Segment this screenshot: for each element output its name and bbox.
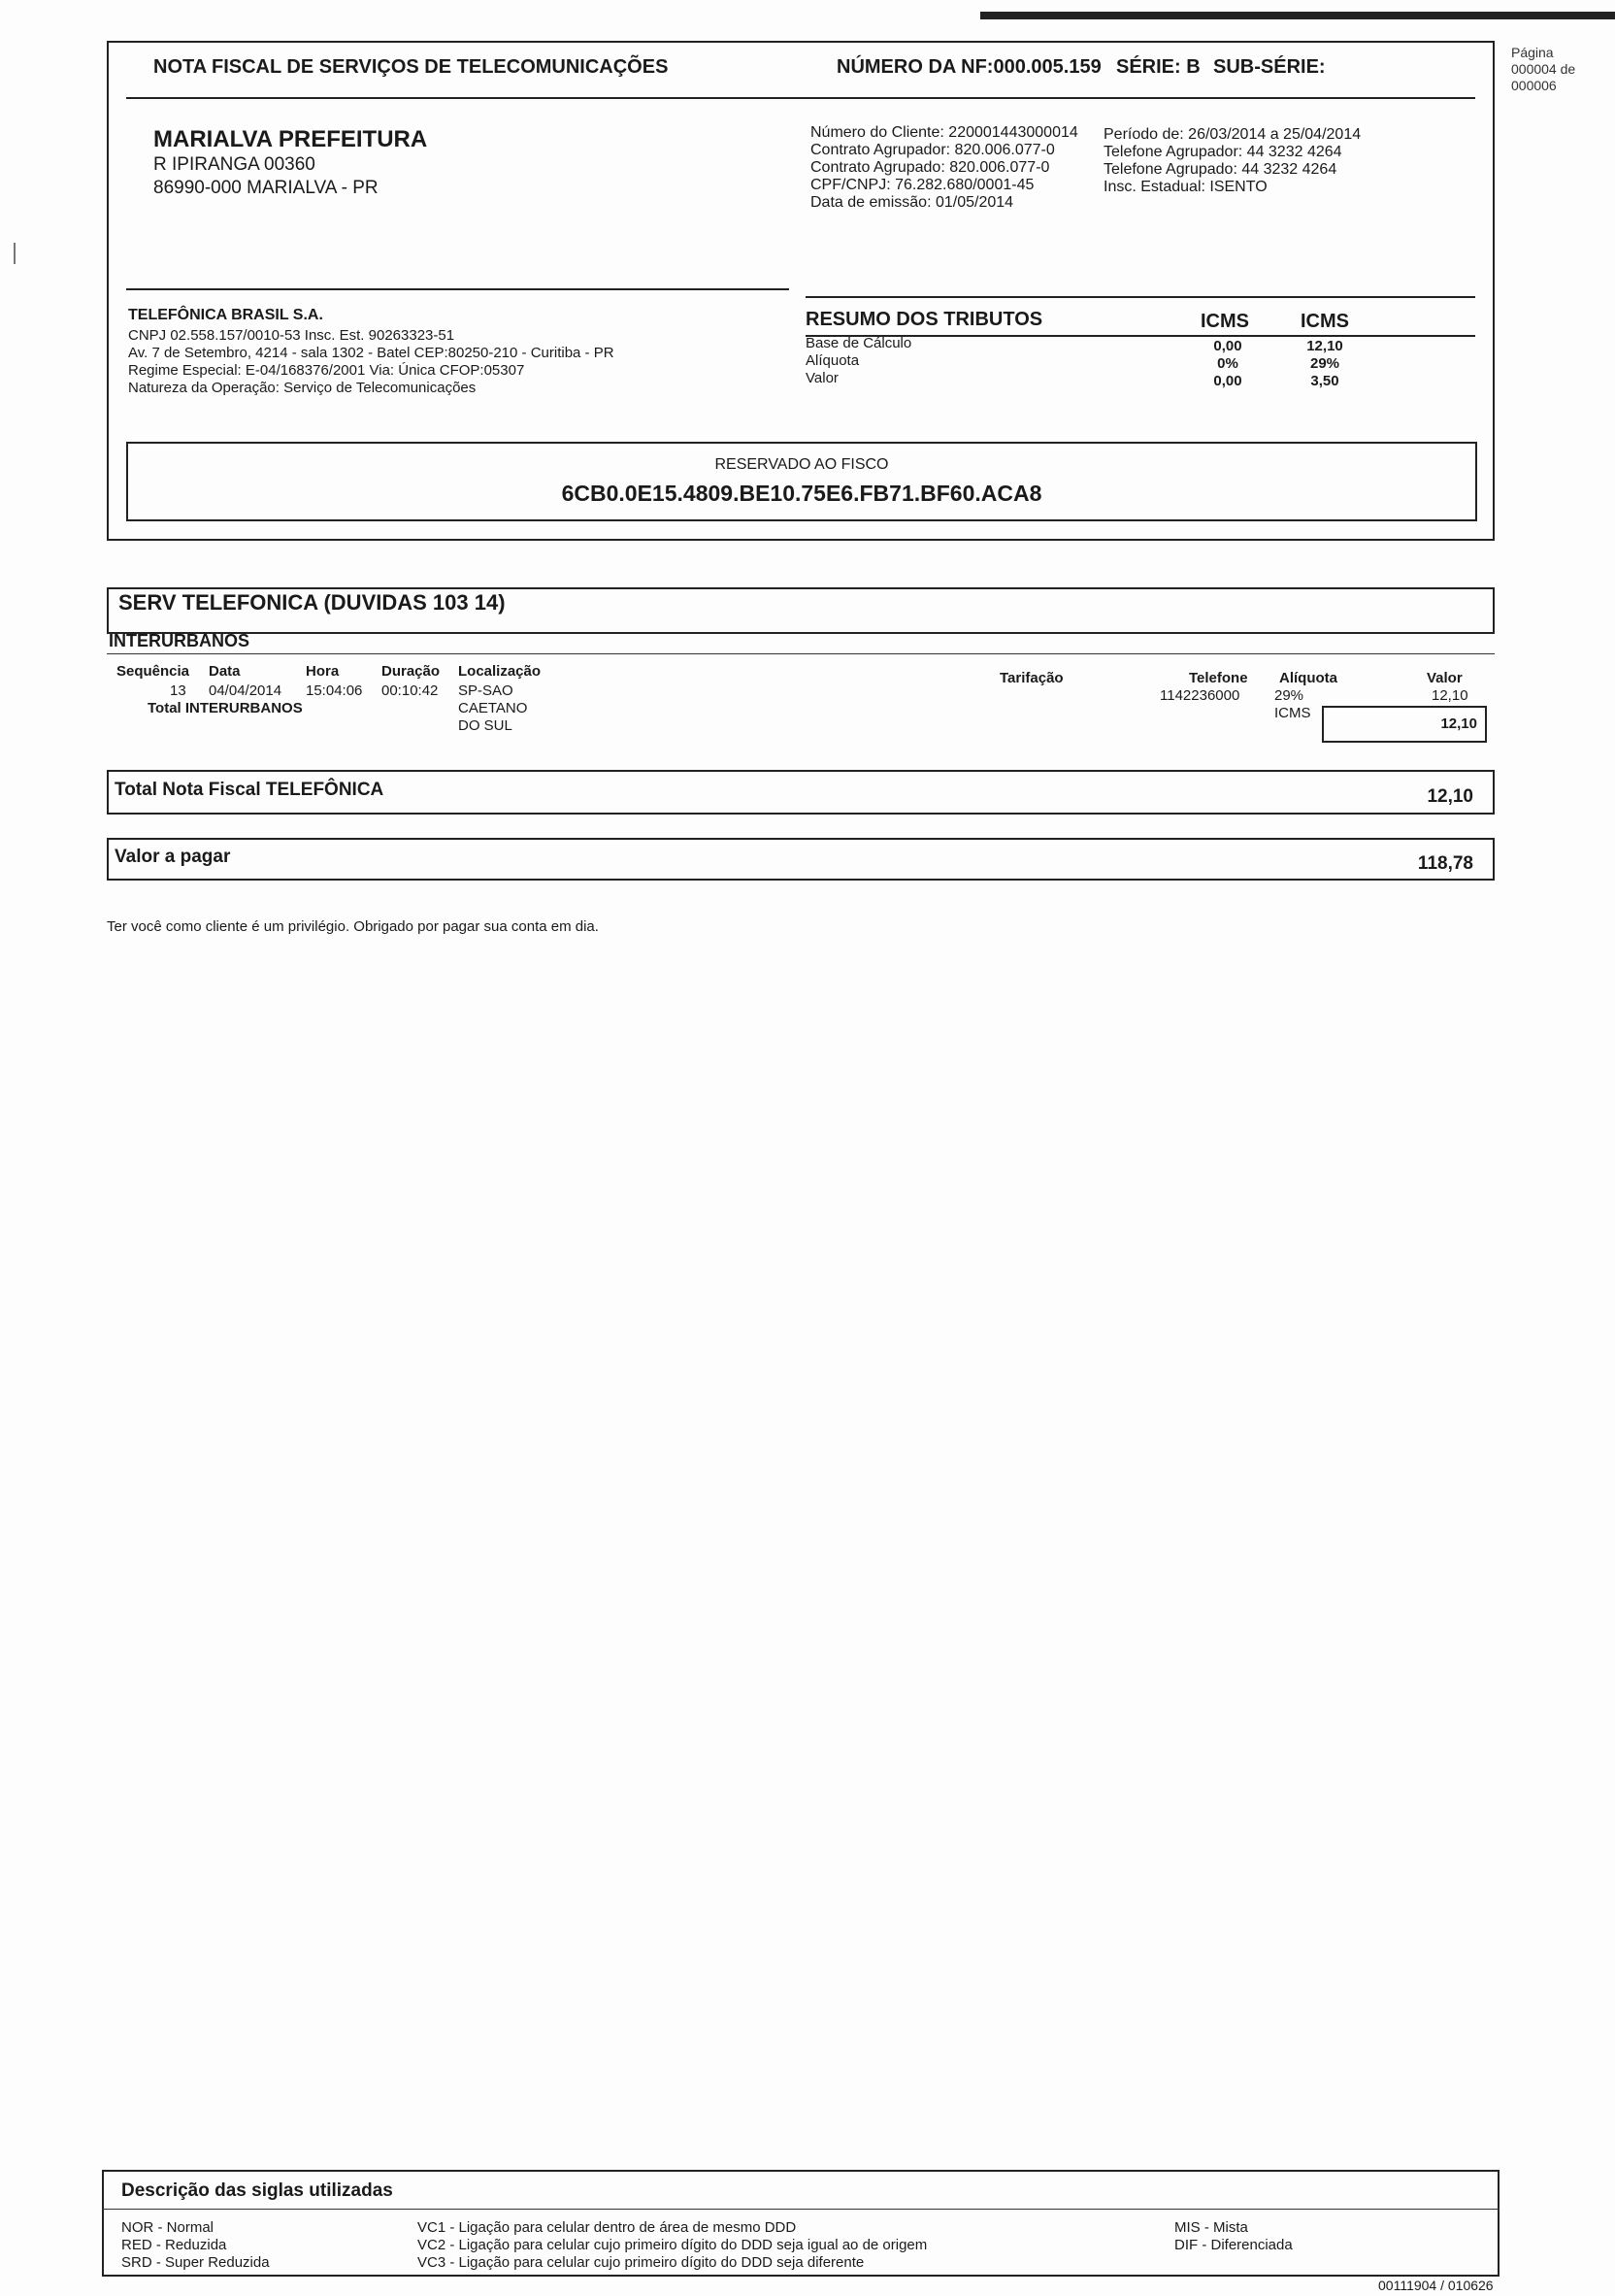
issuer-name: TELEFÔNICA BRASIL S.A. (128, 307, 323, 323)
col-tarifacao: Tarifação (1000, 670, 1064, 686)
tributos-values-2 (1291, 338, 1359, 390)
siglas-title: Descrição das siglas utilizadas (121, 2180, 393, 2201)
sub-serie: SUB-SÉRIE: (1213, 56, 1326, 78)
total-interurbanos-value: 12,10 (1440, 715, 1477, 732)
scan-top-bar (980, 12, 1615, 19)
contract-grouped: Contrato Agrupado: 820.006.077-0 (810, 159, 1050, 176)
valor-pagar-value: 118,78 (1417, 853, 1473, 874)
row-aliquota: 29% ICMS (1274, 687, 1311, 721)
emission-date: Data de emissão: 01/05/2014 (810, 194, 1014, 211)
phone-grouped: Telefone Agrupado: 44 3232 4264 (1104, 161, 1337, 178)
col-telefone: Telefone (1189, 670, 1248, 686)
row-hora: 15:04:06 (306, 682, 363, 699)
tributos-divider (806, 296, 1475, 298)
tributos-value: 0% (1217, 355, 1238, 372)
customer-city: 86990-000 MARIALVA - PR (153, 178, 379, 198)
tributos-row-label: Alíquota (806, 352, 860, 369)
tributos-title: RESUMO DOS TRIBUTOS (806, 309, 1043, 330)
sigla-item: VC3 - Ligação para celular cujo primeiro dígito do DDD seja diferente (417, 2254, 865, 2271)
serie: SÉRIE: B (1116, 56, 1201, 78)
customer-block (153, 126, 427, 200)
period: Período de: 26/03/2014 a 25/04/2014 (1104, 126, 1362, 143)
phone-grouper: Telefone Agrupador: 44 3232 4264 (1104, 144, 1342, 160)
sigla-item: NOR - Normal (121, 2219, 214, 2236)
client-number: Número do Cliente: 220001443000014 (810, 124, 1078, 141)
page-label: Página (1511, 45, 1554, 60)
document-title: NOTA FISCAL DE SERVIÇOS DE TELECOMUNICAÇÕES (153, 56, 669, 78)
col-aliquota: Alíquota (1279, 670, 1337, 686)
row-valor: 12,10 (1432, 687, 1468, 704)
tributos-row-label: Base de Cálculo (806, 335, 912, 351)
sigla-item: DIF - Diferenciada (1174, 2237, 1293, 2253)
page-number: 000004 de (1511, 61, 1576, 77)
contract-grouper: Contrato Agrupador: 820.006.077-0 (810, 142, 1055, 158)
state-registration: Insc. Estadual: ISENTO (1104, 179, 1268, 195)
col-data: Data (209, 663, 241, 680)
service-title: SERV TELEFONICA (DUVIDAS 103 14) (118, 590, 506, 615)
total-nf-value: 12,10 (1427, 786, 1473, 807)
row-sequencia: 13 (170, 682, 186, 699)
nf-number: NÚMERO DA NF:000.005.159 (837, 56, 1102, 78)
valor-pagar-label: Valor a pagar (115, 847, 231, 867)
row-localizacao: SP-SAO CAETANO DO SUL (458, 682, 528, 734)
customer-name: MARIALVA PREFEITURA (153, 126, 428, 152)
tributos-labels (806, 335, 911, 387)
page-total: 000006 (1511, 78, 1557, 93)
issuer-divider (126, 288, 789, 290)
fisco-code: 6CB0.0E15.4809.BE10.75E6.FB71.BF60.ACA8 (561, 481, 1042, 506)
section-divider (107, 653, 1495, 654)
row-duracao: 00:10:42 (381, 682, 439, 699)
siglas-col-2 (417, 2219, 927, 2272)
period-info (1104, 126, 1361, 196)
header-divider (126, 97, 1475, 99)
row-telefone: 1142236000 (1160, 687, 1240, 704)
siglas-col-3 (1174, 2219, 1293, 2254)
row-data: 04/04/2014 (209, 682, 282, 699)
issuer-line: CNPJ 02.558.157/0010-53 Insc. Est. 90263323-51 (128, 327, 455, 344)
account-info (810, 124, 1078, 212)
tributos-values-1 (1194, 338, 1262, 390)
issuer-line: Natureza da Operação: Serviço de Telecomunicações (128, 380, 477, 396)
sigla-item: RED - Reduzida (121, 2237, 227, 2253)
issuer-line: Regime Especial: E-04/168376/2001 Via: Única CFOP:05307 (128, 362, 525, 379)
cpf-cnpj: CPF/CNPJ: 76.282.680/0001-45 (810, 177, 1035, 193)
tributos-value: 0,00 (1213, 338, 1242, 354)
tributos-col-icms-2: ICMS (1301, 311, 1349, 332)
tributos-value: 3,50 (1310, 373, 1339, 389)
sigla-item: SRD - Super Reduzida (121, 2254, 270, 2271)
siglas-divider (102, 2209, 1500, 2210)
sigla-item: VC1 - Ligação para celular dentro de área de mesmo DDD (417, 2219, 797, 2236)
tributos-row-label: Valor (806, 370, 839, 386)
tributos-value: 12,10 (1306, 338, 1343, 354)
footer-code: 00111904 / 010626 (1378, 2278, 1494, 2293)
section-interurbanos: INTERURBANOS (109, 631, 250, 650)
col-hora: Hora (306, 663, 340, 680)
col-valor: Valor (1427, 670, 1463, 686)
fisco-label: RESERVADO AO FISCO (714, 456, 889, 473)
col-duracao: Duração (381, 663, 441, 680)
thanks-message: Ter você como cliente é um privilégio. Obrigado por pagar sua conta em dia. (107, 918, 599, 935)
tributos-value: 29% (1309, 355, 1340, 372)
siglas-col-1 (121, 2219, 270, 2272)
total-interurbanos-label: Total INTERURBANOS (148, 700, 303, 716)
issuer-block (128, 304, 614, 397)
issuer-line: Av. 7 de Setembro, 4214 - sala 1302 - Batel CEP:80250-210 - Curitiba - PR (128, 345, 614, 361)
tributos-value: 0,00 (1213, 373, 1242, 389)
sigla-item: MIS - Mista (1174, 2219, 1248, 2236)
customer-address: R IPIRANGA 00360 (153, 154, 315, 175)
col-sequencia: Sequência (116, 663, 190, 680)
scan-mark (14, 243, 16, 264)
total-nf-label: Total Nota Fiscal TELEFÔNICA (115, 780, 384, 800)
tributos-col-icms-1: ICMS (1201, 311, 1249, 332)
page-counter (1511, 45, 1575, 94)
sigla-item: VC2 - Ligação para celular cujo primeiro dígito do DDD seja igual ao de origem (417, 2237, 928, 2253)
col-localizacao: Localização (458, 663, 542, 680)
